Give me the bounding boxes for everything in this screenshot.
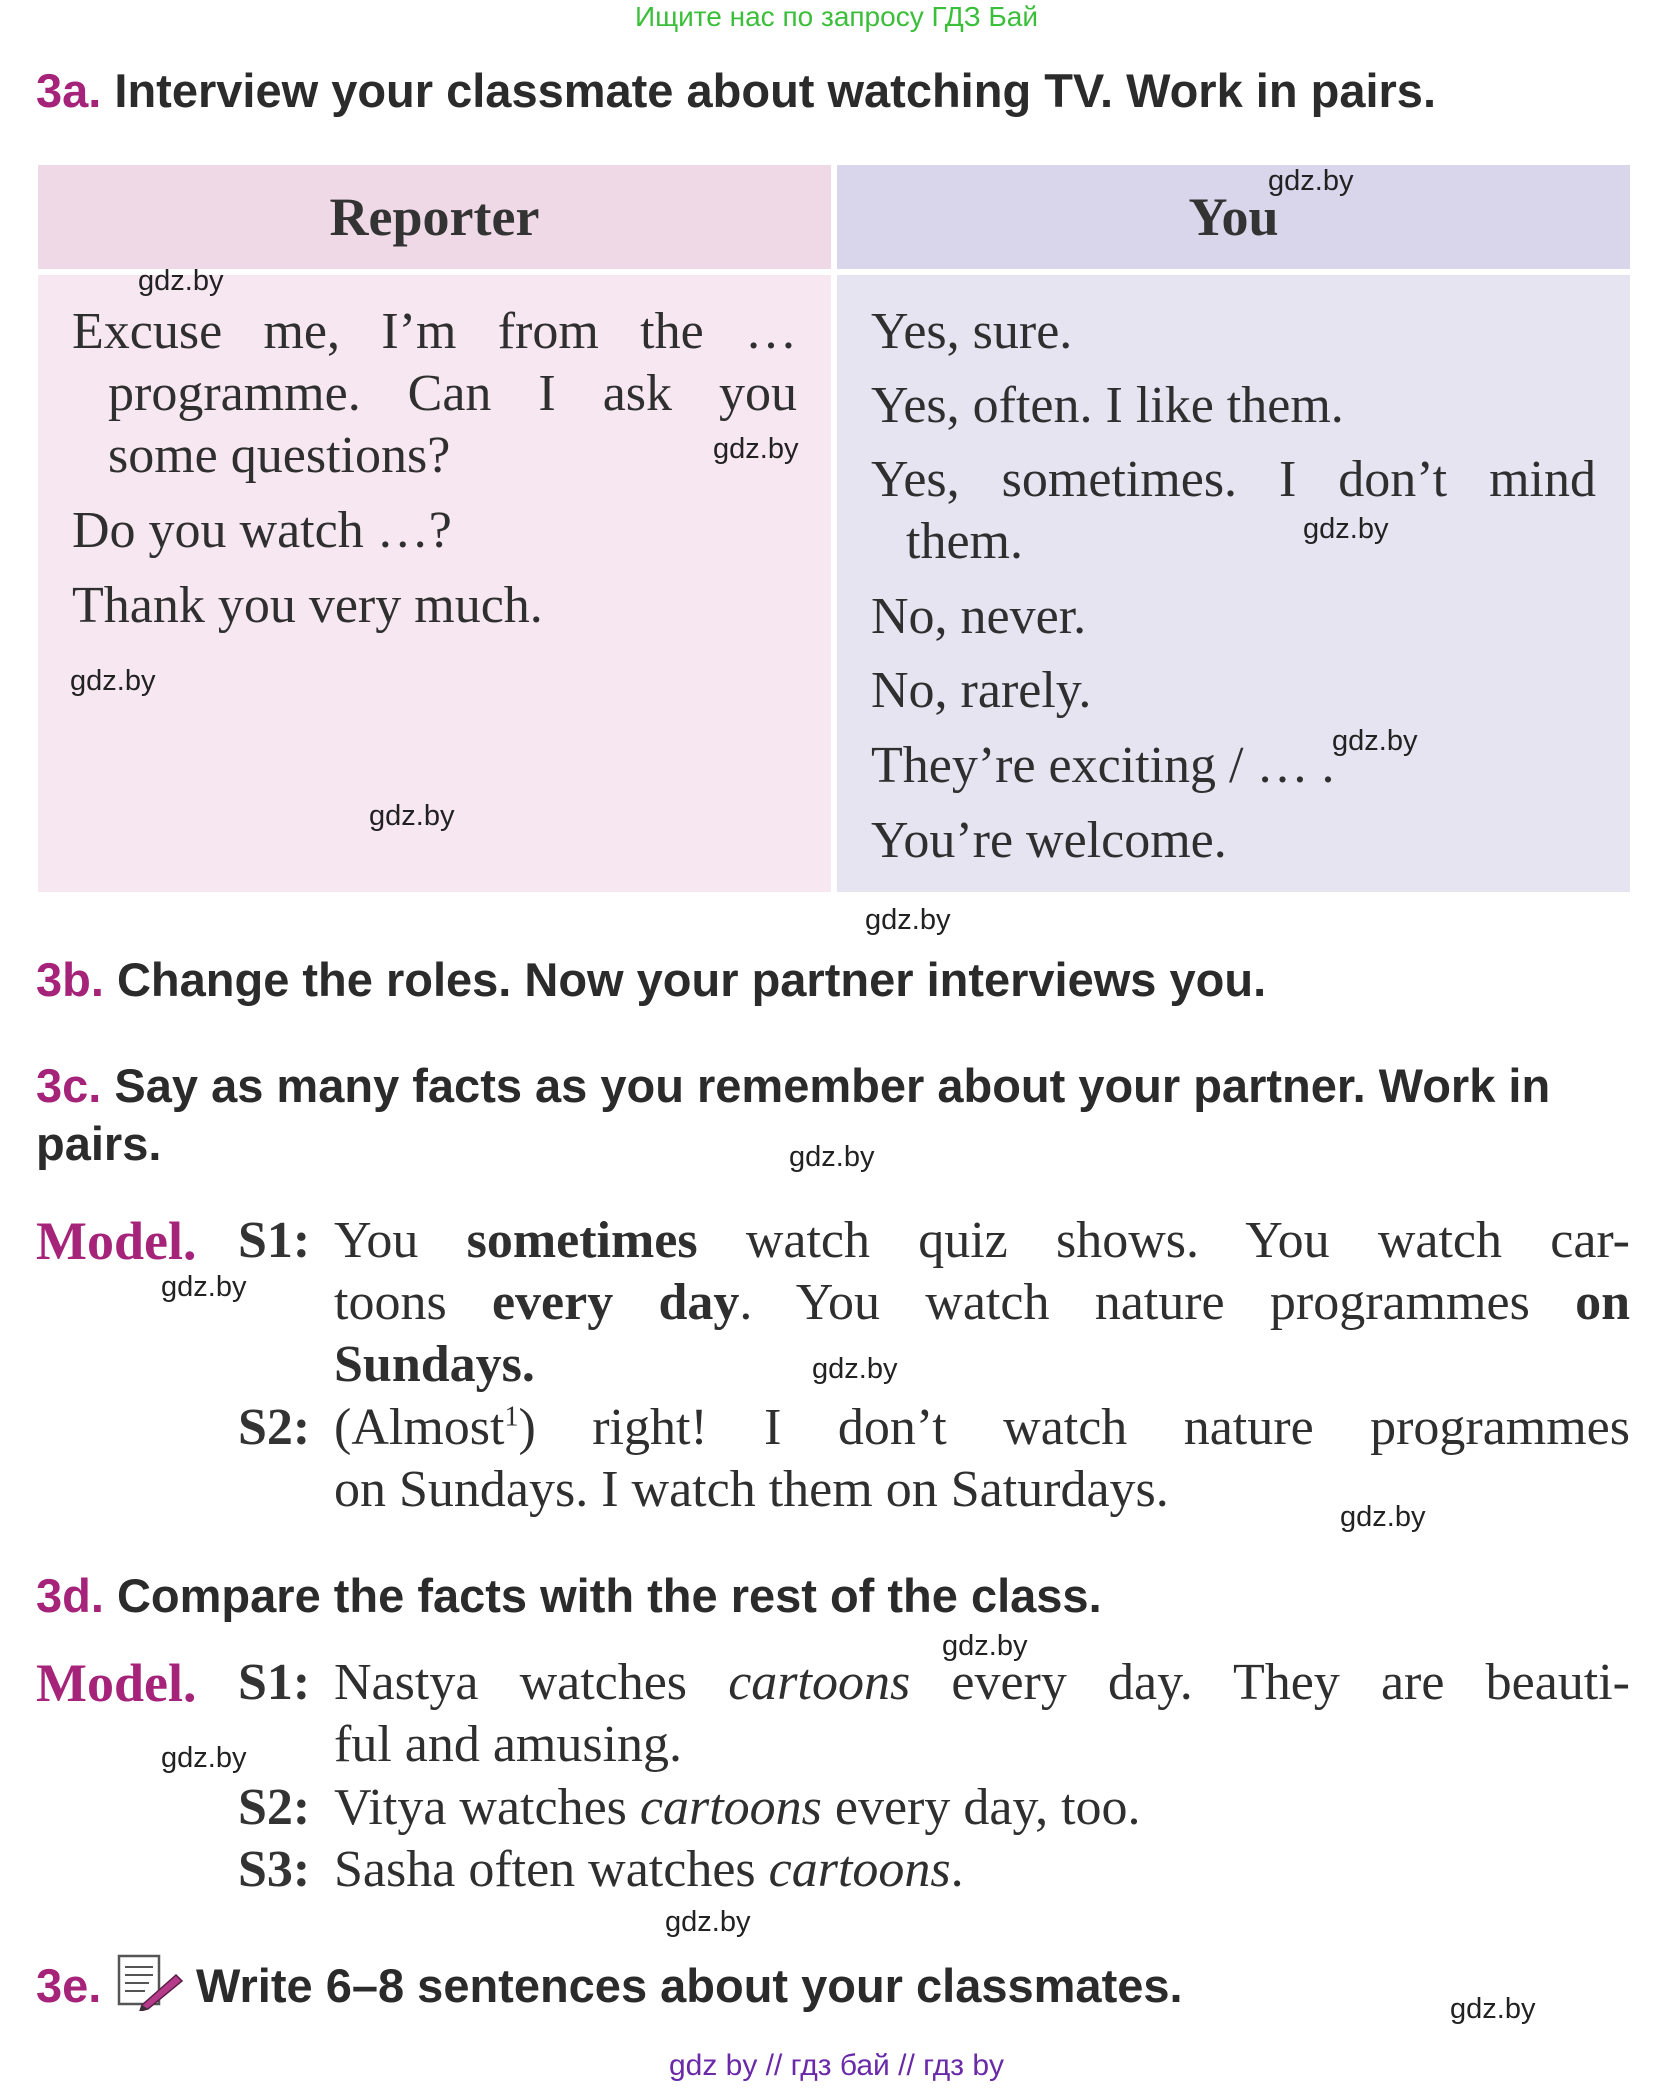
exercise-3a-heading bbox=[36, 62, 1436, 120]
you-column-header bbox=[837, 165, 1630, 269]
watermark: gdz.by bbox=[865, 904, 951, 936]
watermark: gdz.by bbox=[161, 1742, 247, 1774]
exercise-instruction: Say as many facts as you remember about your partner. Work in bbox=[114, 1059, 1551, 1112]
watermark: gdz.by bbox=[1303, 513, 1389, 545]
footer-links[interactable]: gdz by // гдз бай // гдз by bbox=[668, 2049, 1005, 2082]
you-line: Yes, sometimes. I don’t mind bbox=[871, 451, 1596, 508]
you-line: them. bbox=[906, 513, 1023, 570]
you-column-body bbox=[837, 275, 1630, 892]
watermark: gdz.by bbox=[161, 1271, 247, 1303]
model-line: Vitya watches cartoons every day, too. bbox=[334, 1779, 1141, 1836]
exercise-instruction: Compare the facts with the rest of the class. bbox=[116, 1569, 1102, 1622]
exercise-3b-heading bbox=[36, 951, 1266, 1009]
you-line: No, rarely. bbox=[871, 662, 1092, 719]
exercise-instruction: Write 6–8 sentences about your classmates. bbox=[196, 1959, 1183, 2012]
watermark: gdz.by bbox=[713, 433, 799, 465]
you-line: Yes, sure. bbox=[871, 303, 1073, 360]
model-line: Nastya watches cartoons every day. They are beauti- bbox=[334, 1654, 1630, 1711]
speaker-label: S3: bbox=[238, 1841, 311, 1898]
exercise-3e-number bbox=[36, 1957, 101, 2015]
watermark: gdz.by bbox=[1450, 1993, 1536, 2025]
reporter-column-title: Reporter bbox=[329, 187, 540, 247]
exercise-number: 3a. bbox=[36, 64, 102, 117]
reporter-line: Thank you very much. bbox=[72, 577, 543, 634]
exercise-instruction: Change the roles. Now your partner interviews you. bbox=[116, 953, 1267, 1006]
exercise-instruction: Interview your classmate about watching TV. Work in pairs. bbox=[114, 64, 1437, 117]
top-banner[interactable]: Ищите нас по запросу ГДЗ Бай bbox=[634, 1, 1039, 32]
reporter-column-header bbox=[38, 165, 831, 269]
model-line: on Sundays. I watch them on Saturdays. bbox=[334, 1461, 1169, 1518]
exercise-number: 3c. bbox=[36, 1059, 102, 1112]
exercise-number: 3b. bbox=[36, 953, 104, 1006]
model-line: Sundays. bbox=[334, 1336, 535, 1393]
watermark: gdz.by bbox=[789, 1141, 875, 1173]
reporter-line: Do you watch …? bbox=[72, 502, 452, 559]
exercise-3c-heading-continued: pairs. bbox=[36, 1117, 162, 1170]
watermark: gdz.by bbox=[1332, 725, 1418, 757]
exercise-number: 3d. bbox=[36, 1569, 104, 1622]
reporter-line: programme. Can I ask you bbox=[108, 365, 797, 422]
model-line: You sometimes watch quiz shows. You watch car- bbox=[334, 1212, 1630, 1269]
watermark: gdz.by bbox=[665, 1906, 751, 1938]
you-line: You’re welcome. bbox=[871, 812, 1227, 869]
you-line: They’re exciting / … . bbox=[871, 737, 1335, 794]
watermark: gdz.by bbox=[1340, 1501, 1426, 1533]
model-line: Sasha often watches cartoons. bbox=[334, 1841, 964, 1898]
speaker-label: S2: bbox=[238, 1399, 311, 1456]
writing-notebook-icon bbox=[116, 1953, 184, 2011]
watermark: gdz.by bbox=[138, 265, 224, 297]
model-label: Model. bbox=[36, 1211, 197, 1271]
watermark: gdz.by bbox=[812, 1353, 898, 1385]
you-line: No, never. bbox=[871, 588, 1087, 645]
footnote-marker: 1 bbox=[504, 1401, 519, 1433]
you-line: Yes, often. I like them. bbox=[871, 377, 1344, 434]
model-label: Model. bbox=[36, 1653, 197, 1713]
reporter-line: some questions? bbox=[108, 427, 451, 484]
model-line: (Almost$^1$) right! I don’t watch nature programmes bbox=[334, 1399, 1630, 1456]
speaker-label: S2: bbox=[238, 1779, 311, 1836]
exercise-3d-heading bbox=[36, 1567, 1102, 1625]
model-line: ful and amusing. bbox=[334, 1716, 683, 1773]
exercise-number: 3e. bbox=[36, 1959, 102, 2012]
speaker-label: S1: bbox=[238, 1654, 311, 1711]
you-column-title: You bbox=[1188, 187, 1279, 247]
watermark: gdz.by bbox=[942, 1630, 1028, 1662]
reporter-line: Excuse me, I’m from the … bbox=[72, 303, 797, 360]
watermark: gdz.by bbox=[1268, 165, 1354, 197]
exercise-3c-heading bbox=[36, 1057, 1550, 1115]
watermark: gdz.by bbox=[369, 800, 455, 832]
watermark: gdz.by bbox=[70, 665, 156, 697]
speaker-label: S1: bbox=[238, 1212, 311, 1269]
model-line: toons every day. You watch nature programmes on bbox=[334, 1274, 1630, 1331]
